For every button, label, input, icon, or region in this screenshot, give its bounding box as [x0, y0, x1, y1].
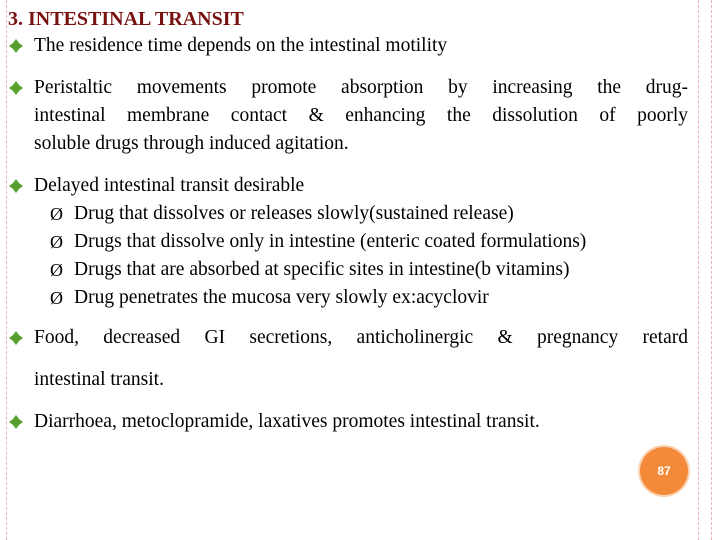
subitem — [8, 284, 688, 312]
slide-content — [8, 8, 688, 436]
bullet-peristaltic — [8, 74, 688, 158]
subitem-text: Drug penetrates the mucosa very slowly ex:acyclovir — [74, 287, 489, 308]
bullet-text: Diarrhoea, metoclopramide, laxatives promotes intestinal transit. — [34, 411, 540, 432]
bullet-text-line: soluble drugs through induced agitation. — [34, 133, 349, 154]
page-number-badge: 87 — [640, 447, 688, 495]
bullet-text-line: Food, decreased GI secretions, anticholinergic & pregnancy retard — [34, 327, 688, 348]
bullet-diarrhoea — [8, 408, 688, 436]
subitem — [8, 256, 688, 284]
bullet-text-line: intestinal transit. — [34, 369, 164, 390]
bullet-text: The residence time depends on the intestinal motility — [34, 35, 448, 56]
bullet-text: Delayed intestinal transit desirable — [34, 175, 305, 196]
arrow-bullet-icon: Ø — [50, 232, 63, 252]
subitem — [8, 200, 688, 228]
diamond-bullet-icon — [8, 414, 24, 430]
bullet-delayed-transit — [8, 172, 688, 200]
subitem-text: Drug that dissolves or releases slowly(sustained release) — [74, 203, 514, 224]
bullet-residence-time — [8, 32, 688, 60]
arrow-bullet-icon: Ø — [50, 288, 63, 308]
bullet-text-line: Peristaltic movements promote absorption by increasing the drug- — [34, 77, 688, 98]
slide-title: 3. INTESTINAL TRANSIT — [8, 8, 244, 30]
bullet-text-line: intestinal membrane contact & enhancing the dissolution of poorly — [34, 105, 688, 126]
slide-border-right — [698, 0, 712, 540]
diamond-bullet-icon — [8, 178, 24, 194]
diamond-bullet-icon — [8, 38, 24, 54]
diamond-bullet-icon — [8, 330, 24, 346]
subitem-text: Drugs that are absorbed at specific sites in intestine(b vitamins) — [74, 259, 570, 280]
slide-border-left — [6, 0, 7, 540]
diamond-bullet-icon — [8, 80, 24, 96]
subitem — [8, 228, 688, 256]
bullet-food — [8, 324, 688, 394]
arrow-bullet-icon: Ø — [50, 260, 63, 280]
subitem-text: Drugs that dissolve only in intestine (enteric coated formulations) — [74, 231, 587, 252]
arrow-bullet-icon: Ø — [50, 204, 63, 224]
